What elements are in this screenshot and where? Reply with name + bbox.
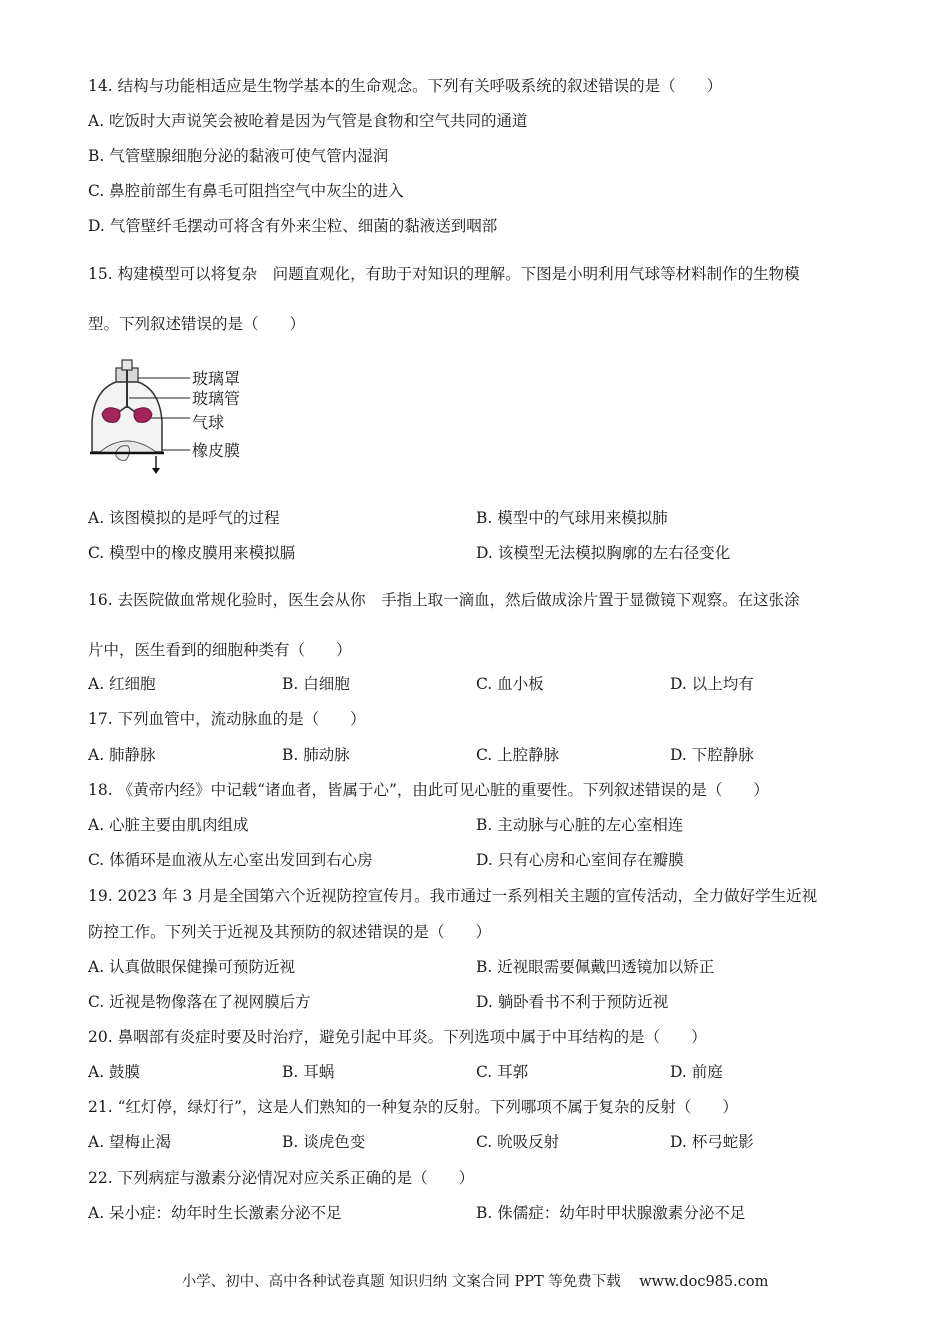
question-19-option-a: A. 认真做眼保健操可预防近视: [88, 958, 296, 976]
question-18-option-c: C. 体循环是血液从左心室出发回到右心房: [88, 851, 373, 869]
question-18-option-a: A. 心脏主要由肌肉组成: [88, 816, 249, 834]
question-17-stem: 17. 下列血管中，流动脉血的是（ ）: [88, 710, 366, 728]
question-21-option-a: A. 望梅止渴: [88, 1133, 172, 1151]
question-20-option-d: D. 前庭: [670, 1063, 723, 1081]
question-14-option-c: C. 鼻腔前部生有鼻毛可阻挡空气中灰尘的进入: [88, 182, 404, 200]
question-16-option-a: A. 红细胞: [88, 675, 156, 693]
question-15-stem-line2: 型。下列叙述错误的是（ ）: [88, 315, 306, 333]
question-17-option-a: A. 肺静脉: [88, 746, 156, 764]
question-14-option-b: B. 气管壁腺细胞分泌的黏液可使气管内湿润: [88, 147, 389, 165]
footer-text: 小学、初中、高中各种试卷真题 知识归纳 文案合同 PPT 等免费下载: [181, 1274, 621, 1290]
question-19-stem-line1: 19. 2023 年 3 月是全国第六个近视防控宣传月。我市通过一系列相关主题的宣传活动，全力做好学生近视: [88, 887, 818, 905]
question-22-stem: 22. 下列病症与激素分泌情况对应关系正确的是（ ）: [88, 1169, 475, 1187]
question-14-stem: 14. 结构与功能相适应是生物学基本的生命观念。下列有关呼吸系统的叙述错误的是（ ）: [88, 77, 723, 95]
label-balloon: 气球: [192, 413, 225, 432]
question-19-stem-line2: 防控工作。下列关于近视及其预防的叙述错误的是（ ）: [88, 923, 492, 941]
question-20-option-c: C. 耳郭: [476, 1063, 529, 1081]
question-16-option-b: B. 白细胞: [282, 675, 350, 693]
question-19-option-c: C. 近视是物像落在了视网膜后方: [88, 993, 311, 1011]
question-15-stem-line1: 15. 构建模型可以将复杂 问题直观化，有助于对知识的理解。下图是小明利用气球等材料制作的生物模: [88, 265, 800, 283]
question-17-option-c: C. 上腔静脉: [476, 746, 560, 764]
question-18-stem: 18. 《黄帝内经》中记载“诸血者，皆属于心”，由此可见心脏的重要性。下列叙述错误的是（ ）: [88, 781, 769, 799]
page-footer: [0, 1270, 950, 1291]
footer-url[interactable]: www.doc985.com: [639, 1274, 769, 1290]
label-glass-bell-jar: 玻璃罩: [192, 369, 241, 388]
question-16-option-c: C. 血小板: [476, 675, 544, 693]
question-20-option-a: A. 鼓膜: [88, 1063, 141, 1081]
question-16-stem-line1: 16. 去医院做血常规化验时，医生会从你 手指上取一滴血，然后做成涂片置于显微镜下观察。在这张涂: [88, 591, 800, 609]
question-15-option-b: B. 模型中的气球用来模拟肺: [476, 509, 668, 527]
question-16-stem-line2: 片中，医生看到的细胞种类有（ ）: [88, 641, 352, 659]
question-22-option-b: B. 侏儒症：幼年时甲状腺激素分泌不足: [476, 1204, 746, 1222]
question-21-option-b: B. 谈虎色变: [282, 1133, 366, 1151]
question-14-option-a: A. 吃饭时大声说笑会被呛着是因为气管是食物和空气共同的通道: [88, 112, 528, 130]
question-21-option-c: C. 吮吸反射: [476, 1133, 560, 1151]
question-19-option-d: D. 躺卧看书不利于预防近视: [476, 993, 669, 1011]
question-15-option-c: C. 模型中的橡皮膜用来模拟膈: [88, 544, 296, 562]
question-17-option-d: D. 下腔静脉: [670, 746, 754, 764]
question-20-option-b: B. 耳蜗: [282, 1063, 335, 1081]
label-rubber-membrane: 橡皮膜: [192, 441, 241, 460]
question-14-option-d: D. 气管壁纤毛摆动可将含有外来尘粒、细菌的黏液送到咽部: [88, 217, 498, 235]
label-glass-tube: 玻璃管: [192, 389, 241, 408]
bell-jar-lung-model-diagram: [86, 352, 266, 482]
question-21-option-d: D. 杯弓蛇影: [670, 1133, 754, 1151]
question-18-option-d: D. 只有心房和心室间存在瓣膜: [476, 851, 684, 869]
question-20-stem: 20. 鼻咽部有炎症时要及时治疗，避免引起中耳炎。下列选项中属于中耳结构的是（ ）: [88, 1028, 707, 1046]
question-22-option-a: A. 呆小症：幼年时生长激素分泌不足: [88, 1204, 342, 1222]
question-15-option-d: D. 该模型无法模拟胸廓的左右径变化: [476, 544, 731, 562]
question-15-option-a: A. 该图模拟的是呼气的过程: [88, 509, 280, 527]
question-17-option-b: B. 肺动脉: [282, 746, 350, 764]
question-18-option-b: B. 主动脉与心脏的左心室相连: [476, 816, 684, 834]
question-21-stem: 21. “红灯停，绿灯行”，这是人们熟知的一种复杂的反射。下列哪项不属于复杂的反射（ ）: [88, 1098, 738, 1116]
question-19-option-b: B. 近视眼需要佩戴凹透镜加以矫正: [476, 958, 715, 976]
question-16-option-d: D. 以上均有: [670, 675, 754, 693]
